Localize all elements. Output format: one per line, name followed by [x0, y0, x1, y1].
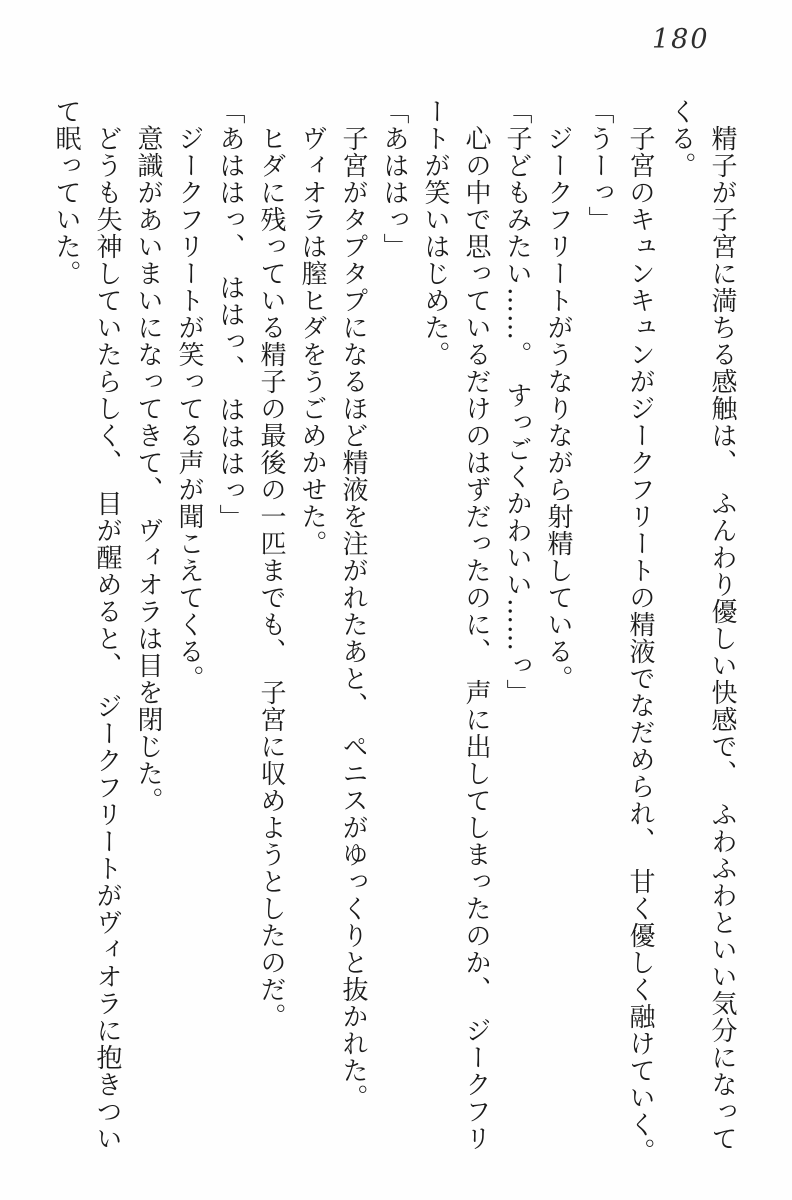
text-line: どうも失神していたらしく、 目が醒めると、 ジークフリートがヴィオラに抱きつい [92, 98, 122, 1152]
text-line: 「うーっ」 [584, 98, 614, 233]
text-line: ジークフリートがうなりながら射精している。 [543, 98, 573, 692]
text-line: 子宮のキュンキュンがジークフリートの精液でなだめられ、 甘く優しく融けていく。 [625, 98, 655, 1165]
text-line: 意識があいまいになってきて、 ヴィオラは目を閉じた。 [133, 98, 163, 814]
text-line: くる。 [666, 98, 696, 179]
text-line: 「あははっ、 ははっ、 はははっ」 [215, 98, 245, 531]
text-line: 精子が子宮に満ちる感触は、 ふんわり優しい快感で、 ふわふわといい気分になって [707, 98, 737, 1152]
text-line: て眠っていた。 [51, 98, 81, 287]
text-line: ヴィオラは膣ヒダをうごめかせた。 [297, 98, 327, 557]
text-line: ヒダに残っている精子の最後の一匹までも、 子宮に収めようとしたのだ。 [256, 98, 286, 1030]
text-line: 「子どもみたい……。 すっごくかわいい……っ」 [502, 98, 532, 706]
text-line: ジークフリートが笑ってる声が聞こえてくる。 [174, 98, 204, 692]
page-number: 180 [652, 24, 710, 55]
text-line: ートが笑いはじめた。 [420, 98, 450, 368]
body-text [45, 98, 742, 1173]
text-line: 「あははっ」 [379, 98, 409, 260]
text-line: 心の中で思っているだけのはずだったのに、 声に出してしまったのか、 ジークフリ [461, 98, 491, 1152]
text-line: 子宮がタプタプになるほど精液を注がれたあと、 ペニスがゆっくりと抜かれた。 [338, 98, 368, 1111]
